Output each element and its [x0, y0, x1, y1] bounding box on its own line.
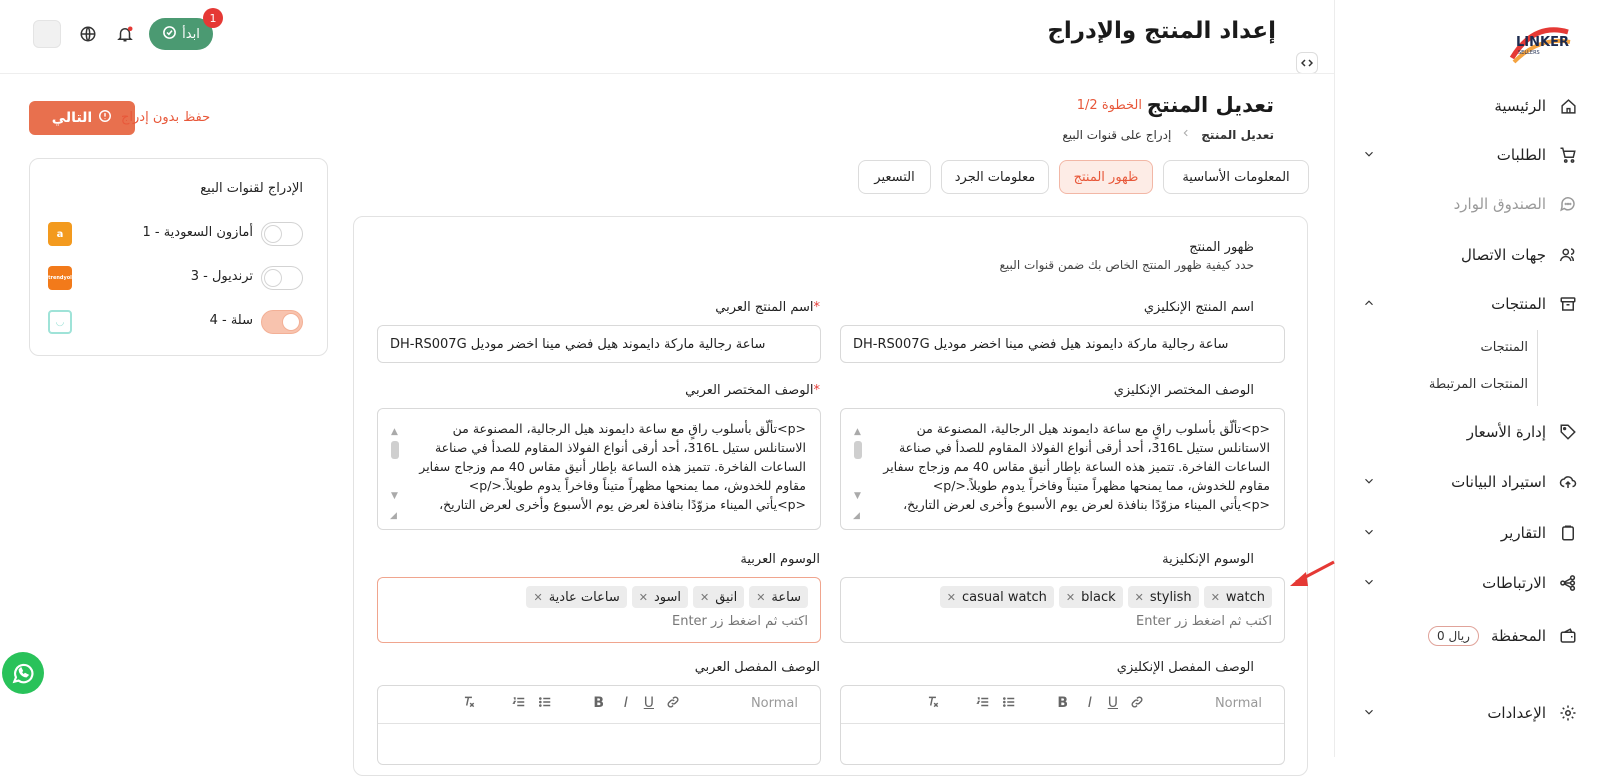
- channel-name: سلة - 4: [209, 313, 253, 328]
- chevron-left-icon: [1181, 127, 1191, 142]
- en-name-value: ساعة رجالية ماركة دايموند هيل فضي مينا اخضر موديل DH-RS007G: [853, 336, 1229, 352]
- logo-subtext: SELLERS: [1518, 50, 1540, 56]
- whatsapp-chat-button[interactable]: [2, 652, 44, 694]
- channel-row-trendyol: [28, 263, 327, 293]
- next-button-label: التالي: [51, 110, 93, 126]
- en-short-desc-textarea[interactable]: [840, 408, 1285, 530]
- sidebar-item-label: الطلبات: [1496, 146, 1546, 164]
- numbered-list-icon[interactable]: [512, 695, 526, 713]
- resize-handle-icon[interactable]: ◢: [390, 511, 397, 521]
- scroll-up-icon[interactable]: ▲: [854, 427, 861, 437]
- tab-pricing[interactable]: التسعير: [858, 160, 931, 194]
- tag-label: stylish: [1149, 589, 1192, 605]
- start-count-badge: 1: [203, 8, 223, 28]
- en-tags-input[interactable]: [840, 577, 1285, 643]
- close-icon[interactable]: ✕: [699, 590, 710, 604]
- desc-line: مقاوم للخدوش، مما يمنحها مظهراً متيناً وفاخراً يدوم طويلاً.</p>: [932, 478, 1270, 493]
- cloud-upload-icon: [1558, 472, 1578, 492]
- globe-icon[interactable]: [78, 24, 98, 44]
- chevron-down-icon: [1362, 147, 1376, 165]
- channel-row-salla: [28, 307, 327, 337]
- chevron-up-icon: [1362, 296, 1376, 314]
- en-long-desc-editor[interactable]: [840, 685, 1285, 765]
- format-select[interactable]: Normal: [750, 696, 798, 711]
- tag-label: اسود: [653, 589, 681, 605]
- sidebar-item-label: الارتباطات: [1482, 574, 1546, 592]
- editor-toolbar: [378, 686, 820, 724]
- desc-line: الساعات الفاخرة. تتميز هذه الساعة بإطار أنيق مقاس 40 مم وزجاج سفاير: [419, 459, 806, 474]
- tag-chip: [940, 586, 1054, 608]
- tag-label: ساعات عادية: [548, 589, 620, 605]
- sidebar-item-label: المنتجات: [1491, 295, 1546, 313]
- scroll-down-icon[interactable]: ▼: [854, 491, 861, 501]
- ar-name-label-text: اسم المنتج العربي: [715, 300, 814, 315]
- sidebar-item-label: الرئيسية: [1494, 97, 1546, 115]
- desc-line: <p>تألّق بأسلوب راقٍ مع ساعة دايموند هيل الرجالية، المصنوعة من: [452, 421, 806, 436]
- ar-long-desc-label: الوصف المفصل العربي: [694, 660, 820, 675]
- code-arrows-icon: [1301, 58, 1313, 68]
- editor-toolbar: [841, 686, 1284, 724]
- clear-format-icon[interactable]: [926, 695, 940, 713]
- sidebar-item-orders[interactable]: [1334, 133, 1600, 177]
- desc-line: <p>يأتي الميناء مزوّدًا بنافذة لعرض يوم الأسبوع وأخرى لعرض التاريخ،: [903, 497, 1270, 512]
- tag-label: انيق: [715, 589, 738, 605]
- close-icon[interactable]: ✕: [946, 590, 956, 604]
- format-select[interactable]: Normal: [1214, 696, 1262, 711]
- breadcrumb-next[interactable]: إدراج على قنوات البيع: [1062, 127, 1172, 142]
- toggle-knob: [264, 225, 282, 243]
- sidebar-item-inbox[interactable]: [1334, 182, 1600, 226]
- ar-short-desc-label-text: الوصف المختصر العربي: [685, 383, 814, 398]
- salla-logo: ◡: [48, 310, 72, 334]
- home-icon: [1558, 96, 1578, 116]
- step-indicator: الخطوة 1/2: [1076, 98, 1142, 113]
- tag-placeholder[interactable]: اكتب ثم اضغط زر Enter: [1135, 614, 1272, 629]
- clipboard-icon: [1558, 523, 1578, 543]
- ar-name-value: ساعة رجالية ماركة دايموند هيل فضي مينا اخضر موديل DH-RS007G: [390, 336, 766, 352]
- tag-label: black: [1081, 589, 1116, 605]
- start-button-label: ابدأ: [182, 26, 200, 42]
- chevron-down-icon: [1362, 525, 1376, 543]
- sidebar-item-wallet[interactable]: [1334, 614, 1600, 658]
- next-button[interactable]: [29, 101, 135, 135]
- sidebar-item-products[interactable]: [1334, 282, 1600, 326]
- tag-placeholder[interactable]: اكتب ثم اضغط زر Enter: [671, 614, 808, 629]
- tag-label: casual watch: [962, 589, 1047, 605]
- tag-chip: [1204, 586, 1272, 608]
- tag-label: watch: [1225, 589, 1265, 605]
- ar-tags-input[interactable]: [377, 577, 821, 643]
- en-long-desc-label: الوصف المفصل الإنكليزي: [1116, 660, 1254, 675]
- sales-channels-card: [29, 158, 328, 356]
- sidebar-item-label: جهات الاتصال: [1460, 246, 1546, 264]
- sidebar-toggle-button[interactable]: [1296, 52, 1318, 74]
- sidebar-item-label: إدارة الأسعار: [1466, 423, 1546, 441]
- scroll-up-icon[interactable]: ▲: [391, 427, 398, 437]
- tag-label: ساعة: [771, 589, 801, 605]
- breadcrumb: [1062, 127, 1274, 142]
- sidebar: [1334, 0, 1600, 757]
- trendyol-logo: trendyol: [48, 266, 72, 290]
- tag-chip: [1059, 586, 1123, 608]
- gear-icon: [1558, 703, 1578, 723]
- channel-toggle[interactable]: [261, 310, 303, 334]
- channel-name: أمازون السعودية - 1: [142, 225, 253, 240]
- bullet-list-icon[interactable]: [1002, 695, 1016, 713]
- brand-logo[interactable]: [1504, 18, 1574, 66]
- sidebar-item-integrations[interactable]: [1334, 561, 1600, 605]
- whatsapp-icon: [10, 660, 36, 686]
- numbered-list-icon[interactable]: [976, 695, 990, 713]
- channel-row-amazon: [28, 219, 327, 249]
- close-icon[interactable]: ✕: [638, 590, 648, 604]
- sidebar-item-label: استيراد البيانات: [1451, 473, 1546, 491]
- link-icon[interactable]: [666, 695, 680, 713]
- en-short-desc-label: الوصف المختصر الإنكليزي: [1113, 383, 1254, 398]
- channels-title: الإدراج لقنوات البيع: [200, 181, 303, 196]
- chevron-down-icon: [1362, 705, 1376, 723]
- desc-line: الاستانلس ستيل 316L، أحد أرقى أنواع الفولاذ المقاوم للصدأ في صناعة: [434, 440, 806, 455]
- italic-icon[interactable]: I: [623, 695, 628, 711]
- close-icon[interactable]: ✕: [1065, 590, 1076, 604]
- ar-long-desc-editor[interactable]: [377, 685, 821, 765]
- check-circle-icon: [162, 25, 177, 44]
- sidebar-item-label: الإعدادات: [1487, 704, 1546, 722]
- ar-tags-label: الوسوم العربية: [740, 552, 820, 567]
- en-name-field[interactable]: [840, 325, 1285, 363]
- sidebar-subitem-products[interactable]: المنتجات: [1480, 340, 1528, 355]
- textarea-scrollbar[interactable]: [390, 423, 400, 521]
- toggle-knob: [282, 313, 300, 331]
- tag-chip: [693, 586, 744, 608]
- tag-chip: [526, 586, 626, 608]
- ar-name-field[interactable]: [377, 325, 821, 363]
- ar-name-label: [715, 300, 820, 315]
- section-title: ظهور المنتج: [1189, 240, 1254, 255]
- breadcrumb-current[interactable]: تعديل المنتج: [1201, 127, 1274, 142]
- annotation-arrow-icon: [1288, 560, 1338, 590]
- submenu-divider: [1537, 330, 1538, 406]
- tag-chip: [1128, 586, 1199, 608]
- tag-list: [853, 586, 1272, 608]
- notification-bell-icon[interactable]: [115, 24, 135, 44]
- cart-icon: [1558, 145, 1578, 165]
- link-icon[interactable]: [1130, 695, 1144, 713]
- ar-short-desc-textarea[interactable]: [377, 408, 821, 530]
- section-subtitle: حدد كيفية ظهور المنتج الخاص بك ضمن قنوات البيع: [999, 258, 1254, 272]
- channel-toggle[interactable]: [261, 222, 303, 246]
- italic-icon[interactable]: I: [1087, 695, 1092, 711]
- tag-list: [390, 586, 808, 608]
- sidebar-item-label: التقارير: [1500, 524, 1546, 542]
- en-tags-label: الوسوم الإنكليزية: [1162, 552, 1254, 567]
- sidebar-item-pricing[interactable]: [1334, 410, 1600, 454]
- close-icon[interactable]: ✕: [756, 590, 766, 604]
- clear-format-icon[interactable]: [462, 695, 476, 713]
- desc-line: <p>يأتي الميناء مزوّدًا بنافذة لعرض يوم الأسبوع وأخرى لعرض التاريخ،: [439, 497, 806, 512]
- desc-line: مقاوم للخدوش، مما يمنحها مظهراً متيناً وفاخراً يدوم طويلاً.</p>: [468, 478, 806, 493]
- tab-inventory-info[interactable]: معلومات الجرد: [941, 160, 1049, 194]
- sidebar-item-home[interactable]: [1334, 84, 1600, 128]
- tab-basic-info[interactable]: المعلومات الأساسية: [1163, 160, 1309, 194]
- edit-product-title: تعديل المنتج: [1146, 93, 1274, 117]
- box-icon: [1558, 294, 1578, 314]
- close-icon[interactable]: ✕: [533, 590, 543, 604]
- close-icon[interactable]: ✕: [1210, 590, 1220, 604]
- wallet-icon: [1558, 626, 1578, 646]
- tag-chip: [632, 586, 688, 608]
- info-circle-icon: [98, 109, 112, 127]
- logo-text: LINKER: [1516, 35, 1569, 50]
- scroll-thumb[interactable]: [854, 441, 862, 459]
- underline-icon[interactable]: U: [643, 695, 654, 711]
- amazon-logo: a: [48, 222, 72, 246]
- sidebar-item-contacts[interactable]: [1334, 233, 1600, 277]
- page-title: إعداد المنتج والإدراج: [1047, 18, 1276, 44]
- bullet-list-icon[interactable]: [538, 695, 552, 713]
- chevron-down-icon: [1362, 575, 1376, 593]
- sidebar-item-settings[interactable]: [1334, 691, 1600, 735]
- tab-product-visibility[interactable]: ظهور المنتج: [1059, 160, 1153, 194]
- bold-icon[interactable]: B: [1057, 695, 1068, 711]
- sidebar-item-reports[interactable]: [1334, 511, 1600, 555]
- save-without-listing-link[interactable]: حفظ بدون إدراج: [121, 110, 211, 125]
- desc-line: الساعات الفاخرة. تتميز هذه الساعة بإطار أنيق مقاس 40 مم وزجاج سفاير: [883, 459, 1270, 474]
- wallet-balance-badge: 0 ريال: [1428, 626, 1479, 646]
- resize-handle-icon[interactable]: ◢: [853, 511, 860, 521]
- tag-icon: [1558, 422, 1578, 442]
- sidebar-item-import[interactable]: [1334, 460, 1600, 504]
- user-avatar[interactable]: [33, 20, 61, 48]
- desc-line: <p>تألّق بأسلوب راقٍ مع ساعة دايموند هيل الرجالية، المصنوعة من: [916, 421, 1270, 436]
- bold-icon[interactable]: B: [593, 695, 604, 711]
- channel-toggle[interactable]: [261, 266, 303, 290]
- toggle-knob: [264, 269, 282, 287]
- scroll-thumb[interactable]: [391, 441, 399, 459]
- ar-short-desc-label: [685, 383, 820, 398]
- en-name-label: اسم المنتج الإنكليزي: [1143, 300, 1254, 315]
- sidebar-item-label: المحفظة: [1490, 627, 1546, 645]
- required-asterisk: *: [813, 300, 820, 315]
- sidebar-subitem-linked-products[interactable]: المنتجات المرتبطة: [1428, 377, 1528, 392]
- share-icon: [1558, 573, 1578, 593]
- users-icon: [1558, 245, 1578, 265]
- underline-icon[interactable]: U: [1107, 695, 1118, 711]
- textarea-scrollbar[interactable]: [853, 423, 863, 521]
- scroll-down-icon[interactable]: ▼: [391, 491, 398, 501]
- channel-name: ترنديول - 3: [190, 269, 253, 284]
- required-asterisk: *: [813, 383, 820, 398]
- chat-icon: [1558, 194, 1578, 214]
- tag-chip: [749, 586, 808, 608]
- chevron-down-icon: [1362, 474, 1376, 492]
- close-icon[interactable]: ✕: [1134, 590, 1144, 604]
- desc-line: الاستانلس ستيل 316L، أحد أرقى أنواع الفولاذ المقاوم للصدأ في صناعة: [898, 440, 1270, 455]
- sidebar-item-label: الصندوق الوارد: [1453, 195, 1546, 213]
- header-divider: [0, 73, 1334, 74]
